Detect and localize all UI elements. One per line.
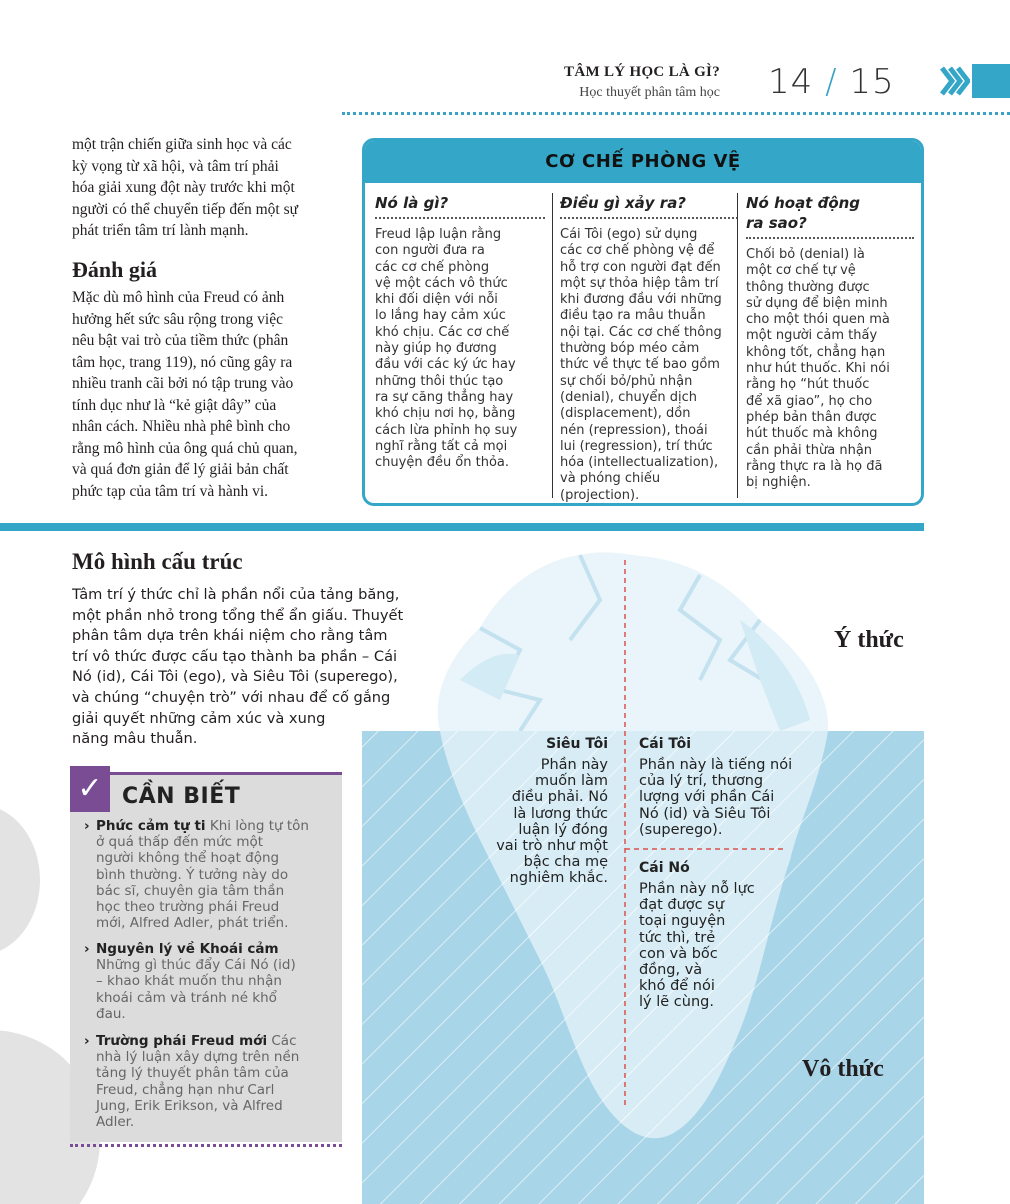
page-current: 14 xyxy=(768,62,814,102)
ego-title: Cái Tôi xyxy=(639,736,692,752)
structure-paragraph: Tâm trí ý thức chỉ là phần nổi của tảng băng, một phần nhỏ trong tổng thể ẩn giấu. Thuyết phân tâm dựa trên khái niệm cho rằng tâm trí vô thức được cấu tạo thành ba phần – Cái Nó (id), Cái Tôi (ego), và Siêu Tôi (superego), và chúng “chuyện trò” với nhau để cố gắng giải quyết những cảm xúc và xung năng mâu thuẫn. xyxy=(72,586,404,748)
defense-box-title: CƠ CHẾ PHÒNG VỆ xyxy=(365,141,921,183)
column-text: Chối bỏ (denial) là một cơ chế tự vệ thông thường được sử dụng để biện minh cho một thói quen mà một người cảm thấy không tốt, chẳng hạn như hút thuốc. Khi nói rằng họ “hút thuốc để xã giao”, họ cho phép bản thân được hút thuốc mà không cần phải thừa nhận rằng thực ra là họ đã bị nghiện. xyxy=(746,247,890,491)
page-other: 15 xyxy=(849,62,895,102)
know-item: › Phức cảm tự ti Khi lòng tự tôn ở quá thấp đến mức một người không thể hoạt động bình thường. Ý tưởng này do bác sĩ, chuyên gia tâm thần học theo trường phái Freud mới, Alfred Adler, phát triển. xyxy=(84,818,309,932)
id-title: Cái Nó xyxy=(639,860,690,876)
know-item: › Nguyên lý về Khoái cảm Những gì thúc đẩy Cái Nó (id) – khao khát muốn thu nhận khoái cảm và tránh né khổ đau. xyxy=(84,941,336,1022)
column-heading: Nó hoạt động ra sao? xyxy=(746,193,914,239)
column-text: Freud lập luận rằng con người đưa ra các cơ chế phòng vệ một cách vô thức khi đối diện với nỗi lo lắng hay cảm xúc khó chịu. Các cơ chế này giúp họ đương đầu với các ký ức hay những thôi thúc tạo ra sự căng thẳng hay khó chịu nơi họ, bằng cách lừa phỉnh họ suy nghĩ rằng tất cả mọi chuyện đều ổn thỏa. xyxy=(375,227,518,471)
running-subtitle: Học thuyết phân tâm học xyxy=(579,85,720,100)
running-title: TÂM LÝ HỌC LÀ GÌ? xyxy=(564,64,720,80)
ego-text: Phần này là tiếng nói của lý trí, thương lượng với phần Cái Nó (id) và Siêu Tôi (superego). xyxy=(639,757,793,838)
evaluation-heading: Đánh giá xyxy=(72,257,157,282)
column-heading: Nó là gì? xyxy=(375,193,545,219)
need-to-know-title: CẦN BIẾT xyxy=(122,784,241,809)
box-bottom-divider xyxy=(70,1144,342,1147)
column-heading: Điều gì xảy ra? xyxy=(560,193,738,219)
conscious-label: Ý thức xyxy=(834,627,904,653)
column-text: Cái Tôi (ego) sử dụng các cơ chế phòng vệ để hỗ trợ con người đạt đến một sự thỏa hiệp tâm trí khi đương đầu với những điều tạo ra mâu thuẫn nội tại. Các cơ chế thông thường bóp méo cảm thức về thực tế bao gồm sự chối bỏ/phủ nhận (denial), chuyển dịch (displacement), dồn nén (repression), thoái lui (regression), trí thức hóa (intellectualization), và phóng chiếu (projection). xyxy=(560,227,722,503)
superego-text: Phần này muốn làm điều phải. Nó là lương thức luận lý đóng vai trò như một bậc cha mẹ nghiêm khắc. xyxy=(496,757,608,887)
unconscious-label: Vô thức xyxy=(802,1056,884,1082)
box-top-border xyxy=(70,772,342,775)
bullet-arrow-icon: › xyxy=(84,1033,90,1049)
structure-heading: Mô hình cấu trúc xyxy=(72,549,243,574)
intro-paragraph: một trận chiến giữa sinh học và các kỳ vọng từ xã hội, và tâm trí phải hóa giải xung đột này trước khi một người có thể chuyển tiếp đến một sự phát triển tâm trí lành mạnh. xyxy=(72,136,299,239)
id-text: Phần này nỗ lực đạt được sự toại nguyện tức thì, trẻ con và bốc đồng, và khó để nói lý lẽ cùng. xyxy=(639,881,755,1011)
know-item: › Trường phái Freud mới Các nhà lý luận xây dựng trên nền tảng lý thuyết phân tâm của Freud, chẳng hạn như Carl Jung, Erik Erikson, và Alfred Adler. xyxy=(84,1033,300,1131)
know-item-term: Trường phái Freud mới xyxy=(96,1033,268,1049)
bullet-arrow-icon: › xyxy=(84,818,90,834)
know-item-term: Phức cảm tự ti xyxy=(96,818,206,834)
know-item-term: Nguyên lý về Khoái cảm xyxy=(96,941,279,957)
page-slash: / xyxy=(825,62,838,102)
evaluation-paragraph: Mặc dù mô hình của Freud có ảnh hưởng hết sức sâu rộng trong việc nêu bật vai trò của tiềm thức (phân tâm học, trang 119), nó cũng gây ra nhiều tranh cãi bởi nó tập trung vào tính dục như là “kẻ giật dây” của nhân cách. Nhiều nhà phê bình cho rằng mô hình của ông quá chủ quan, và quá đơn giản để lý giải bản chất phức tạp của tâm trí và hành vi. xyxy=(72,289,298,500)
checkmark-icon: ✓ xyxy=(70,766,110,812)
superego-title: Siêu Tôi xyxy=(546,736,608,752)
bullet-arrow-icon: › xyxy=(84,941,90,957)
decor-shape xyxy=(0,805,40,955)
